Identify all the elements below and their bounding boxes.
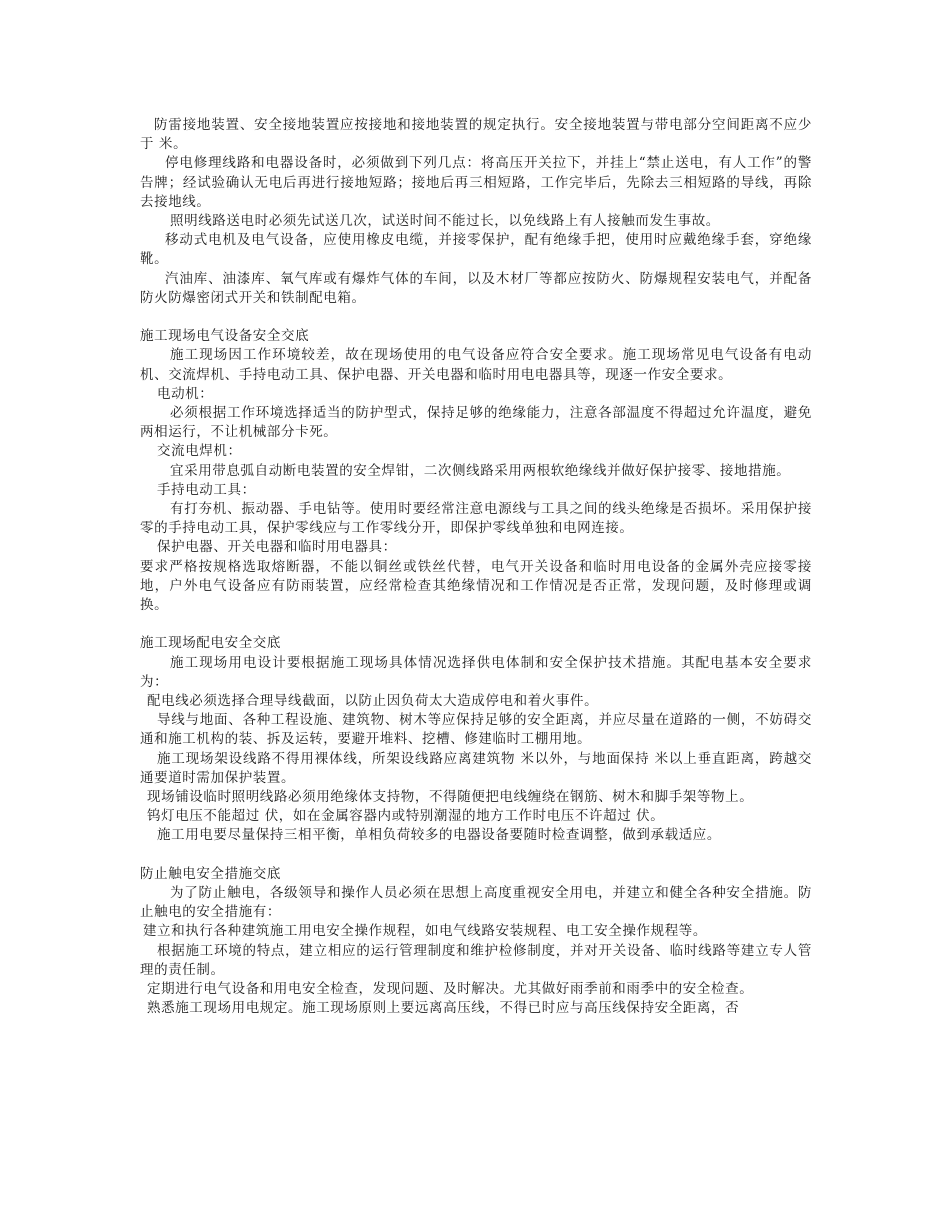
subheading-protective-devices: 保护电器、开关电器和临时用电器具：: [157, 539, 397, 556]
section-title-shock-prevention: 防止触电安全措施交底: [140, 865, 281, 882]
list-item: 施工现场架设线路不得用裸体线，所架设线路应离建筑物 米以外，与地面保持 米以上垂直距离，跨越交通要道时需加保护装置。: [140, 750, 812, 786]
section-gap: [140, 615, 812, 634]
section-title-equipment: 施工现场电气设备安全交底: [140, 328, 310, 345]
list-item: 施工用电要尽量保持三相平衡，单相负荷较多的电器设备要随时检查调整，做到承载适应。: [157, 827, 721, 844]
list-item: 建立和执行各种建筑施工用电安全操作规程，如电气线路安装规程、电工安全操作规程等。: [143, 923, 707, 940]
section-gap: [140, 846, 812, 865]
paragraph-shock-intro: 为了防止触电，各级领导和操作人员必须在思想上高度重视安全用电，并建立和健全各种安全措施。防止触电的安全措施有：: [140, 885, 812, 921]
paragraph-grounding: 防雷接地装置、安全接地装置应按接地和接地装置的规定执行。安全接地装置与带电部分空间距离不应少于 米。: [140, 117, 812, 153]
list-item: 熟悉施工现场用电规定。施工现场原则上要远离高压线，不得已时应与高压线保持安全距离，否: [147, 1000, 740, 1017]
list-item: 定期进行电气设备和用电安全检查，发现问题、及时解决。尤其做好雨季前和雨季中的安全检查。: [147, 981, 754, 998]
subheading-motor: 电动机：: [157, 385, 214, 402]
subheading-hand-tool: 手持电动工具：: [157, 481, 256, 498]
section-title-distribution: 施工现场配电安全交底: [140, 635, 281, 652]
paragraph-motor: 必须根据工作环境选择适当的防护型式，保持足够的绝缘能力，注意各部温度不得超过允许温度，避免两相运行，不让机械部分卡死。: [140, 405, 812, 441]
section-gap: [140, 308, 812, 327]
list-item: 配电线必须选择合理导线截面，以防止因负荷太大造成停电和着火事件。: [147, 693, 599, 710]
paragraph-hand-tool: 有打夯机、振动器、手电钻等。使用时要经常注意电源线与工具之间的线头绝缘是否损坏。采用保护接零的手持电动工具，保护零线应与工作零线分开，即保护零线单独和电网连接。: [140, 501, 812, 537]
paragraph-welder: 宜采用带息弧自动断电装置的安全焊钳，二次侧线路采用两根软绝缘线并做好保护接零、接地措施。: [170, 462, 791, 479]
list-item: 现场铺设临时照明线路必须用绝缘体支持物，不得随便把电线缠绕在钢筋、树木和脚手架等物上。: [147, 789, 754, 806]
paragraph-mobile-motor: 移动式电机及电气设备，应使用橡皮电缆，并接零保护，配有绝缘手把，使用时应戴绝缘手套，穿绝缘靴。: [140, 232, 812, 268]
list-item: 导线与地面、各种工程设施、建筑物、树木等应保持足够的安全距离，并应尽量在道路的一侧，不妨碍交通和施工机构的装、拆及运转，要避开堆料、挖槽、修建临时工棚用地。: [140, 712, 812, 748]
subheading-welder: 交流电焊机：: [157, 443, 242, 460]
document-page: [140, 116, 812, 1019]
list-item: 根据施工环境的特点，建立相应的运行管理制度和维护检修制度，并对开关设备、临时线路等建立专人管理的责任制。: [140, 942, 812, 978]
list-item: 钨灯电压不能超过 伏，如在金属容器内或特别潮湿的地方工作时电压不许超过 伏。: [147, 808, 665, 825]
paragraph-explosive-workshop: 汽油库、油漆库、氧气库或有爆炸气体的车间，以及木材厂等都应按防火、防爆规程安装电气，并配备防火防爆密闭式开关和铁制配电箱。: [140, 270, 812, 306]
paragraph-protective-devices: 要求严格按规格选取熔断器，不能以铜丝或铁丝代替，电气开关设备和临时用电设备的金属外壳应接零接地，户外电气设备应有防雨装置，应经常检查其绝缘情况和工作情况是否正常，发现问题，及时修理或调换。: [140, 558, 812, 614]
paragraph-power-off-repair: 停电修理线路和电器设备时，必须做到下列几点：将高压开关拉下，并挂上“禁止送电，有人工作”的警告牌；经试验确认无电后再进行接地短路；接地后再三相短路，工作完毕后，先除去三相短路的导线，再除去接地线。: [140, 155, 812, 210]
paragraph-distribution-intro: 施工现场用电设计要根据施工现场具体情况选择供电体制和安全保护技术措施。其配电基本安全要求为：: [140, 654, 812, 690]
paragraph-lighting-line: 照明线路送电时必须先试送几次，试送时间不能过长，以免线路上有人接触而发生事故。: [170, 213, 720, 230]
paragraph-equipment-intro: 施工现场因工作环境较差，故在现场使用的电气设备应符合安全要求。施工现场常见电气设备有电动机、交流焊机、手持电动工具、保护电器、开关电器和临时用电电器具等，现逐一作安全要求。: [140, 347, 812, 383]
